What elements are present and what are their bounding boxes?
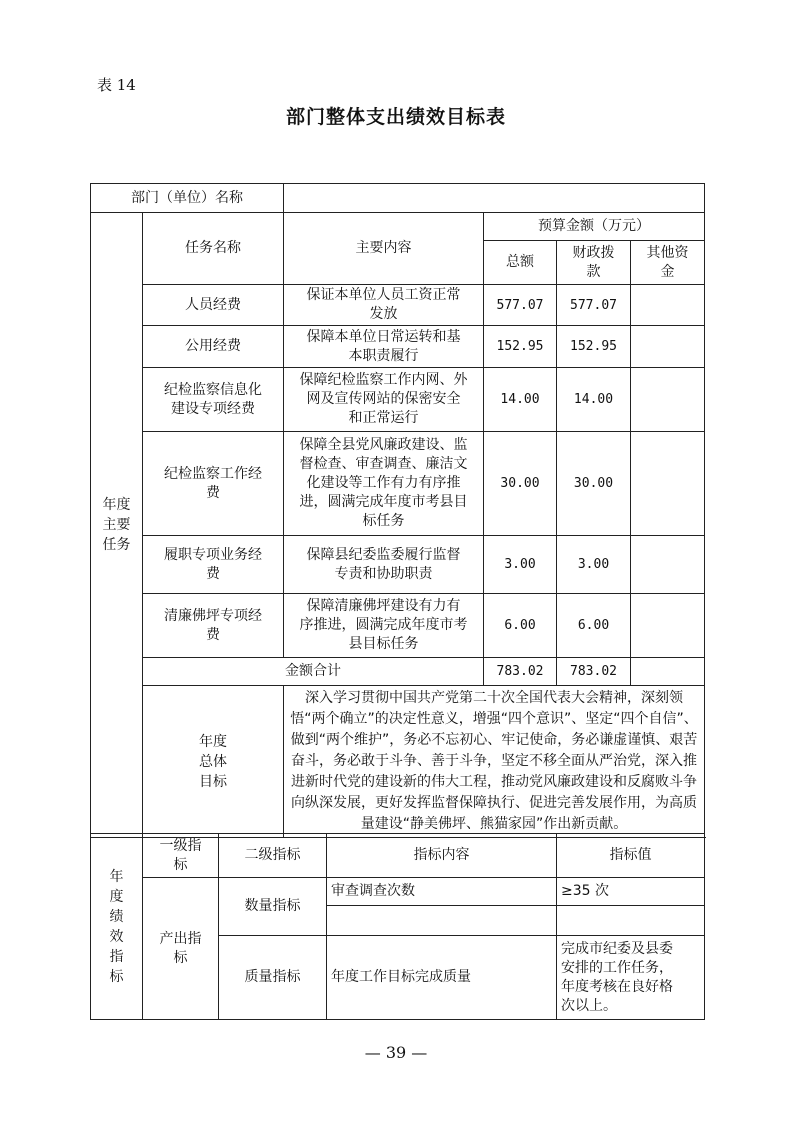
- table-row: [91, 878, 705, 906]
- header-total: 总额: [484, 241, 557, 285]
- task-name: 履职专项业务经 费: [143, 536, 284, 594]
- quality-indicator-label: 质量指标: [219, 936, 327, 1020]
- task-total: 6.00: [484, 594, 557, 658]
- task-total: 3.00: [484, 536, 557, 594]
- task-total: 577.07: [484, 285, 557, 326]
- sum-other: [631, 658, 705, 686]
- goal-label: 年度 总体 目标: [143, 686, 284, 838]
- task-content: 保障清廉佛坪建设有力有 序推进，圆满完成年度市考 县目标任务: [284, 594, 484, 658]
- task-total: 30.00: [484, 432, 557, 536]
- goal-row: [91, 686, 705, 838]
- perf-header-level2: 二级指标: [219, 834, 327, 878]
- sum-label: 金额合计: [143, 658, 484, 686]
- page-title: 部门整体支出绩效目标表: [285, 106, 506, 128]
- task-total: 14.00: [484, 368, 557, 432]
- task-content: 保障县纪委监委履行监督 专责和协助职责: [284, 536, 484, 594]
- quantity-value-2: [557, 906, 705, 936]
- sum-row: [91, 658, 705, 686]
- task-fiscal: 577.07: [557, 285, 631, 326]
- header-other: 其他资 金: [631, 241, 705, 285]
- tasks-section-label: 年度 主要 任务: [91, 213, 143, 838]
- task-other: [631, 536, 705, 594]
- task-name: 人员经费: [143, 285, 284, 326]
- quality-content: 年度工作目标完成质量: [327, 936, 557, 1020]
- table-row: [91, 285, 705, 326]
- perf-header-content: 指标内容: [327, 834, 557, 878]
- output-indicator-label: 产出指 标: [143, 878, 219, 1020]
- perf-section-label: 年 度 绩 效 指 标: [91, 834, 143, 1020]
- header-task-name: 任务名称: [143, 213, 284, 285]
- task-content: 保证本单位人员工资正常 发放: [284, 285, 484, 326]
- page-number: — 39 —: [364, 1043, 428, 1062]
- table-row: [91, 368, 705, 432]
- budget-table: [90, 183, 705, 838]
- document-label: 表 14: [97, 76, 136, 94]
- sum-fiscal: 783.02: [557, 658, 631, 686]
- quality-value: 完成市纪委及县委 安排的工作任务， 年度考核在良好格 次以上。: [557, 936, 705, 1020]
- task-fiscal: 152.95: [557, 326, 631, 368]
- task-content: 保障本单位日常运转和基 本职责履行: [284, 326, 484, 368]
- sum-total: 783.02: [484, 658, 557, 686]
- task-fiscal: 6.00: [557, 594, 631, 658]
- header-budget: 预算金额（万元）: [484, 213, 705, 241]
- quantity-value: ≥35 次: [557, 878, 705, 906]
- task-fiscal: 30.00: [557, 432, 631, 536]
- task-content: 保障全县党风廉政建设、监 督检查、审查调查、廉洁文 化建设等工作有力有序推 进，圆满完成年度市考县目 标任务: [284, 432, 484, 536]
- table-row: [91, 326, 705, 368]
- performance-table: [90, 833, 705, 1020]
- task-other: [631, 594, 705, 658]
- perf-header-level1: 一级指 标: [143, 834, 219, 878]
- perf-header-value: 指标值: [557, 834, 705, 878]
- table-row: [91, 594, 705, 658]
- task-content: 保障纪检监察工作内网、外 网及宣传网站的保密安全 和正常运行: [284, 368, 484, 432]
- task-other: [631, 285, 705, 326]
- task-total: 152.95: [484, 326, 557, 368]
- goal-text: 深入学习贯彻中国共产党第二十次全国代表大会精神，深刻领悟“两个确立”的决定性意义，增强“四个意识”、坚定“四个自信”、做到“两个维护”，务必不忘初心、牢记使命，务必谦虚谨慎、艰苦奋斗，务必敢于斗争、善于斗争，坚定不移全面从严治党，深入推进新时代党的建设新的伟大工程，推动党风廉政建设和反腐败斗争向纵深发展，更好发挥监督保障执行、促进完善发展作用，为高质量建设“静美佛坪、熊猫家园”作出新贡献。: [284, 686, 705, 838]
- task-fiscal: 14.00: [557, 368, 631, 432]
- quantity-indicator-label: 数量指标: [219, 878, 327, 936]
- dept-name-label: 部门（单位）名称: [91, 184, 284, 213]
- task-name: 清廉佛坪专项经 费: [143, 594, 284, 658]
- table-row: [91, 432, 705, 536]
- quantity-content: 审查调查次数: [327, 878, 557, 906]
- task-name: 纪检监察信息化 建设专项经费: [143, 368, 284, 432]
- dept-name-value: [284, 184, 705, 213]
- task-other: [631, 432, 705, 536]
- task-name: 公用经费: [143, 326, 284, 368]
- task-other: [631, 368, 705, 432]
- task-other: [631, 326, 705, 368]
- table-row: [91, 536, 705, 594]
- quantity-content-2: [327, 906, 557, 936]
- header-main-content: 主要内容: [284, 213, 484, 285]
- task-name: 纪检监察工作经 费: [143, 432, 284, 536]
- task-fiscal: 3.00: [557, 536, 631, 594]
- header-fiscal: 财政拨 款: [557, 241, 631, 285]
